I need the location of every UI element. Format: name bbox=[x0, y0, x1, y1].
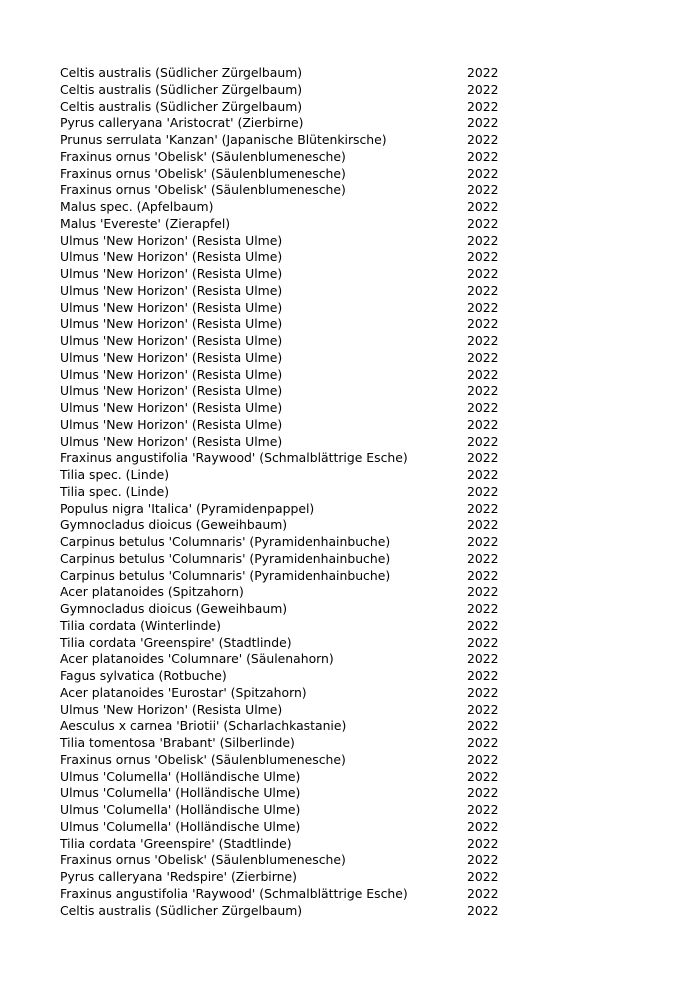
planting-year: 2022 bbox=[467, 500, 499, 516]
planting-year: 2022 bbox=[467, 869, 499, 884]
planting-year: 2022 bbox=[467, 98, 499, 114]
tree-species-name: Celtis australis (Südlicher Zürgelbaum) bbox=[60, 902, 303, 918]
tree-species-name: Ulmus 'New Horizon' (Resista Ulme) bbox=[60, 349, 283, 365]
tree-species-name: Tilia spec. (Linde) bbox=[60, 483, 170, 499]
tree-row bbox=[60, 266, 500, 283]
planting-year: 2022 bbox=[467, 802, 499, 817]
planting-year: 2022 bbox=[467, 81, 499, 97]
tree-row bbox=[60, 450, 500, 467]
planting-year: 2022 bbox=[467, 852, 499, 868]
tree-row bbox=[60, 132, 500, 149]
tree-species-name: Celtis australis (Südlicher Zürgelbaum) bbox=[60, 98, 303, 114]
tree-species-name: Ulmus 'Columella' (Holländische Ulme) bbox=[60, 818, 301, 834]
planting-year: 2022 bbox=[467, 517, 499, 533]
planting-year: 2022 bbox=[467, 668, 499, 683]
tree-species-name: Ulmus 'New Horizon' (Resista Ulme) bbox=[60, 232, 283, 248]
tree-row bbox=[60, 735, 500, 752]
tree-row bbox=[60, 249, 500, 266]
tree-row bbox=[60, 99, 500, 116]
tree-row bbox=[60, 785, 500, 802]
planting-year: 2022 bbox=[467, 199, 499, 214]
tree-species-name: Pyrus calleryana 'Aristocrat' (Zierbirne) bbox=[60, 115, 304, 131]
tree-row bbox=[60, 367, 500, 384]
planting-year: 2022 bbox=[467, 299, 499, 315]
tree-species-name: Ulmus 'Columella' (Holländische Ulme) bbox=[60, 768, 301, 784]
planting-year: 2022 bbox=[467, 349, 499, 365]
tree-species-name: Fraxinus ornus 'Obelisk' (Säulenblumenesche) bbox=[60, 148, 346, 164]
tree-row bbox=[60, 350, 500, 367]
tree-species-name: Ulmus 'New Horizon' (Resista Ulme) bbox=[60, 416, 283, 432]
planting-year: 2022 bbox=[467, 165, 499, 181]
planting-year: 2022 bbox=[467, 282, 499, 298]
tree-species-name: Acer platanoides 'Columnare' (Säulenahorn) bbox=[60, 651, 334, 667]
tree-list bbox=[60, 65, 500, 919]
planting-year: 2022 bbox=[467, 885, 499, 901]
tree-species-name: Celtis australis (Südlicher Zürgelbaum) bbox=[60, 65, 303, 80]
tree-row bbox=[60, 417, 500, 434]
tree-row bbox=[60, 836, 500, 853]
tree-species-name: Ulmus 'New Horizon' (Resista Ulme) bbox=[60, 266, 283, 281]
tree-row bbox=[60, 434, 500, 451]
tree-species-name: Ulmus 'New Horizon' (Resista Ulme) bbox=[60, 282, 283, 298]
tree-row bbox=[60, 316, 500, 333]
planting-year: 2022 bbox=[467, 818, 499, 834]
tree-row bbox=[60, 852, 500, 869]
tree-species-name: Ulmus 'New Horizon' (Resista Ulme) bbox=[60, 383, 283, 399]
planting-year: 2022 bbox=[467, 785, 499, 801]
tree-row bbox=[60, 618, 500, 635]
tree-row bbox=[60, 635, 500, 652]
planting-year: 2022 bbox=[467, 735, 499, 750]
tree-species-name: Ulmus 'New Horizon' (Resista Ulme) bbox=[60, 249, 283, 265]
planting-year: 2022 bbox=[467, 768, 499, 784]
tree-row bbox=[60, 819, 500, 836]
planting-year: 2022 bbox=[467, 601, 499, 616]
tree-species-name: Tilia cordata 'Greenspire' (Stadtlinde) bbox=[60, 835, 292, 851]
tree-row bbox=[60, 501, 500, 518]
tree-species-name: Acer platanoides 'Eurostar' (Spitzahorn) bbox=[60, 684, 307, 700]
tree-species-name: Fraxinus ornus 'Obelisk' (Säulenblumenesche) bbox=[60, 182, 346, 198]
tree-row bbox=[60, 769, 500, 786]
tree-row bbox=[60, 886, 500, 903]
tree-species-name: Malus spec. (Apfelbaum) bbox=[60, 199, 214, 214]
tree-row bbox=[60, 869, 500, 886]
planting-year: 2022 bbox=[467, 182, 499, 198]
tree-species-name: Ulmus 'New Horizon' (Resista Ulme) bbox=[60, 400, 283, 415]
planting-year: 2022 bbox=[467, 684, 499, 700]
tree-species-name: Malus 'Evereste' (Zierapfel) bbox=[60, 215, 231, 231]
planting-year: 2022 bbox=[467, 400, 499, 415]
tree-row bbox=[60, 568, 500, 585]
planting-year: 2022 bbox=[467, 232, 499, 248]
tree-species-name: Tilia spec. (Linde) bbox=[60, 467, 170, 482]
planting-year: 2022 bbox=[467, 132, 499, 147]
tree-row bbox=[60, 467, 500, 484]
tree-row bbox=[60, 333, 500, 350]
planting-year: 2022 bbox=[467, 450, 499, 466]
planting-year: 2022 bbox=[467, 115, 499, 131]
tree-species-name: Tilia cordata (Winterlinde) bbox=[60, 617, 221, 633]
planting-year: 2022 bbox=[467, 617, 499, 633]
tree-species-name: Carpinus betulus 'Columnaris' (Pyramidenhainbuche) bbox=[60, 534, 391, 549]
planting-year: 2022 bbox=[467, 433, 499, 449]
tree-row bbox=[60, 149, 500, 166]
planting-year: 2022 bbox=[467, 550, 499, 566]
tree-species-name: Populus nigra 'Italica' (Pyramidenpappel) bbox=[60, 500, 315, 516]
tree-row bbox=[60, 82, 500, 99]
tree-row bbox=[60, 651, 500, 668]
tree-row bbox=[60, 283, 500, 300]
planting-year: 2022 bbox=[467, 383, 499, 399]
tree-row bbox=[60, 584, 500, 601]
planting-year: 2022 bbox=[467, 751, 499, 767]
tree-species-name: Prunus serrulata 'Kanzan' (Japanische Blütenkirsche) bbox=[60, 132, 387, 147]
tree-row bbox=[60, 182, 500, 199]
tree-species-name: Ulmus 'New Horizon' (Resista Ulme) bbox=[60, 433, 283, 449]
planting-year: 2022 bbox=[467, 835, 499, 851]
tree-row bbox=[60, 166, 500, 183]
tree-row bbox=[60, 199, 500, 216]
tree-species-name: Fagus sylvatica (Rotbuche) bbox=[60, 668, 227, 683]
tree-species-name: Ulmus 'New Horizon' (Resista Ulme) bbox=[60, 299, 283, 315]
tree-row bbox=[60, 668, 500, 685]
tree-row bbox=[60, 534, 500, 551]
planting-year: 2022 bbox=[467, 266, 499, 281]
tree-species-name: Ulmus 'New Horizon' (Resista Ulme) bbox=[60, 316, 283, 332]
tree-row bbox=[60, 383, 500, 400]
tree-species-name: Fraxinus angustifolia 'Raywood' (Schmalblättrige Esche) bbox=[60, 885, 408, 901]
tree-row bbox=[60, 802, 500, 819]
tree-row bbox=[60, 517, 500, 534]
tree-row bbox=[60, 551, 500, 568]
tree-row bbox=[60, 752, 500, 769]
tree-species-name: Tilia tomentosa 'Brabant' (Silberlinde) bbox=[60, 735, 295, 750]
tree-species-name: Ulmus 'New Horizon' (Resista Ulme) bbox=[60, 333, 283, 348]
tree-species-name: Pyrus calleryana 'Redspire' (Zierbirne) bbox=[60, 869, 297, 884]
planting-year: 2022 bbox=[467, 534, 499, 549]
tree-species-name: Acer platanoides (Spitzahorn) bbox=[60, 584, 244, 600]
planting-year: 2022 bbox=[467, 215, 499, 231]
tree-species-name: Gymnocladus dioicus (Geweihbaum) bbox=[60, 601, 288, 616]
planting-year: 2022 bbox=[467, 584, 499, 600]
planting-year: 2022 bbox=[467, 467, 499, 482]
tree-row bbox=[60, 115, 500, 132]
tree-species-name: Ulmus 'Columella' (Holländische Ulme) bbox=[60, 785, 301, 801]
tree-species-name: Aesculus x carnea 'Briotii' (Scharlachkastanie) bbox=[60, 718, 347, 734]
planting-year: 2022 bbox=[467, 902, 499, 918]
tree-species-name: Ulmus 'New Horizon' (Resista Ulme) bbox=[60, 701, 283, 717]
planting-year: 2022 bbox=[467, 701, 499, 717]
tree-species-name: Fraxinus ornus 'Obelisk' (Säulenblumenesche) bbox=[60, 165, 346, 181]
planting-year: 2022 bbox=[467, 718, 499, 734]
tree-row bbox=[60, 216, 500, 233]
planting-year: 2022 bbox=[467, 333, 499, 348]
tree-row bbox=[60, 300, 500, 317]
tree-species-name: Carpinus betulus 'Columnaris' (Pyramidenhainbuche) bbox=[60, 567, 391, 583]
tree-row bbox=[60, 233, 500, 250]
tree-species-name: Ulmus 'Columella' (Holländische Ulme) bbox=[60, 802, 301, 817]
planting-year: 2022 bbox=[467, 483, 499, 499]
planting-year: 2022 bbox=[467, 65, 499, 80]
planting-year: 2022 bbox=[467, 634, 499, 650]
planting-year: 2022 bbox=[467, 366, 499, 382]
planting-year: 2022 bbox=[467, 148, 499, 164]
tree-row bbox=[60, 903, 500, 920]
tree-species-name: Fraxinus ornus 'Obelisk' (Säulenblumenesche) bbox=[60, 852, 346, 868]
tree-species-name: Tilia cordata 'Greenspire' (Stadtlinde) bbox=[60, 634, 292, 650]
tree-species-name: Carpinus betulus 'Columnaris' (Pyramidenhainbuche) bbox=[60, 550, 391, 566]
tree-row bbox=[60, 601, 500, 618]
tree-species-name: Fraxinus ornus 'Obelisk' (Säulenblumenesche) bbox=[60, 751, 346, 767]
tree-row bbox=[60, 685, 500, 702]
planting-year: 2022 bbox=[467, 316, 499, 332]
tree-row bbox=[60, 702, 500, 719]
planting-year: 2022 bbox=[467, 651, 499, 667]
tree-row bbox=[60, 65, 500, 82]
tree-row bbox=[60, 718, 500, 735]
tree-species-name: Fraxinus angustifolia 'Raywood' (Schmalblättrige Esche) bbox=[60, 450, 408, 466]
tree-row bbox=[60, 400, 500, 417]
tree-species-name: Gymnocladus dioicus (Geweihbaum) bbox=[60, 517, 288, 533]
tree-species-name: Ulmus 'New Horizon' (Resista Ulme) bbox=[60, 366, 283, 382]
planting-year: 2022 bbox=[467, 567, 499, 583]
tree-row bbox=[60, 484, 500, 501]
planting-year: 2022 bbox=[467, 249, 499, 265]
planting-year: 2022 bbox=[467, 416, 499, 432]
tree-species-name: Celtis australis (Südlicher Zürgelbaum) bbox=[60, 81, 303, 97]
